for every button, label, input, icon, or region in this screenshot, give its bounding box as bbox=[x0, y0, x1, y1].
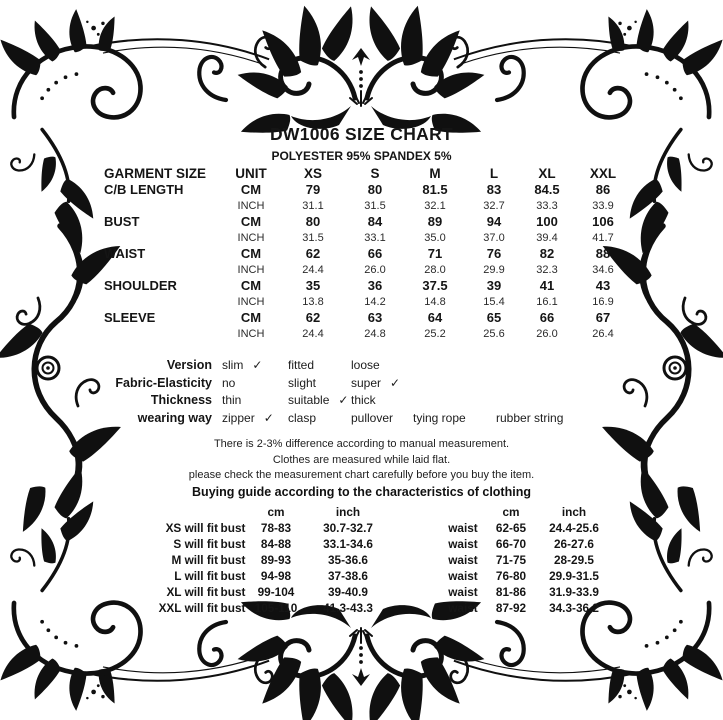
fit-label: XL will fit bbox=[166, 585, 218, 599]
size-table-header bbox=[100, 166, 640, 182]
cell: inch bbox=[335, 505, 361, 519]
cell: inch bbox=[561, 505, 587, 519]
cell: 89-93 bbox=[260, 553, 292, 567]
cell: 84.5 bbox=[534, 182, 560, 197]
option-text: super bbox=[351, 375, 382, 390]
buying-guide-row bbox=[100, 520, 640, 536]
cell: 94 bbox=[486, 214, 502, 229]
size-row-cm bbox=[100, 214, 640, 230]
cell: 99-104 bbox=[257, 585, 295, 599]
cell: CM bbox=[240, 214, 262, 229]
option-text: slight bbox=[288, 375, 317, 390]
size-table bbox=[100, 166, 640, 342]
attribute-label: Thickness bbox=[150, 393, 212, 407]
cell: 32.3 bbox=[536, 264, 558, 276]
cell: M bbox=[429, 166, 441, 181]
cell: waist bbox=[448, 569, 478, 583]
cell: 63 bbox=[367, 310, 383, 325]
size-row-inch bbox=[100, 230, 640, 246]
checkmark-icon: ✓ bbox=[252, 358, 263, 372]
cell: 67 bbox=[595, 310, 611, 325]
cell: 39.4 bbox=[536, 232, 558, 244]
row-label: SLEEVE bbox=[104, 310, 156, 325]
option-text: thick bbox=[351, 393, 376, 407]
cell: 65 bbox=[486, 310, 502, 325]
size-row-cm bbox=[100, 246, 640, 262]
cell: 24.4 bbox=[302, 264, 324, 276]
cell: 14.8 bbox=[424, 296, 446, 308]
attribute-option bbox=[351, 357, 413, 375]
cell: waist bbox=[448, 601, 478, 615]
attribute-row bbox=[0, 375, 723, 393]
cell bbox=[392, 520, 440, 536]
cell: 83 bbox=[486, 182, 502, 197]
cell: 33.9 bbox=[592, 200, 614, 212]
option-text: loose bbox=[351, 358, 380, 372]
attribute-option bbox=[288, 375, 351, 393]
cell: XL bbox=[538, 166, 556, 181]
cell: 62 bbox=[305, 246, 321, 261]
cell bbox=[392, 600, 440, 616]
cell bbox=[440, 504, 486, 520]
cell: 35.0 bbox=[424, 232, 446, 244]
cell: 26-27.6 bbox=[553, 537, 594, 551]
cell: 32.7 bbox=[483, 200, 505, 212]
cell bbox=[392, 536, 440, 552]
cell: 39-40.9 bbox=[327, 585, 368, 599]
size-row-cm bbox=[100, 182, 640, 198]
option-text: pullover bbox=[351, 410, 394, 425]
buying-guide-header bbox=[100, 504, 640, 520]
option-text: no bbox=[222, 375, 236, 390]
attribute-option bbox=[288, 357, 351, 375]
cell: 94-98 bbox=[260, 569, 292, 583]
cell: 34.3-36.2 bbox=[549, 601, 599, 615]
size-row-inch bbox=[100, 326, 640, 342]
attribute-label: Version bbox=[166, 358, 212, 372]
cell: S bbox=[370, 166, 380, 181]
cell: 81.5 bbox=[422, 182, 448, 197]
cell: L bbox=[489, 166, 499, 181]
cell: 16.1 bbox=[536, 296, 558, 308]
fit-label: L will fit bbox=[174, 569, 218, 583]
cell bbox=[218, 504, 248, 520]
size-row-cm bbox=[100, 310, 640, 326]
cell: 25.2 bbox=[424, 328, 446, 340]
cell bbox=[392, 568, 440, 584]
cell: 80 bbox=[305, 214, 321, 229]
cell: 35 bbox=[305, 278, 321, 293]
option-text: clasp bbox=[288, 410, 317, 425]
cell: 41 bbox=[539, 278, 555, 293]
size-row-inch bbox=[100, 294, 640, 310]
cell: 33.1 bbox=[364, 232, 386, 244]
attribute-option bbox=[222, 410, 288, 428]
attribute-option bbox=[288, 392, 351, 410]
option-text: fitted bbox=[288, 358, 315, 372]
cell: 28-29.5 bbox=[553, 553, 594, 567]
cell: 35-36.6 bbox=[327, 553, 368, 567]
cell: 15.4 bbox=[483, 296, 505, 308]
fit-label: M will fit bbox=[171, 553, 218, 567]
notes bbox=[0, 437, 723, 501]
cell: 33.3 bbox=[536, 200, 558, 212]
cell: CM bbox=[240, 278, 262, 293]
buying-guide-table bbox=[100, 504, 640, 616]
cell: 66-70 bbox=[495, 537, 527, 551]
row-label: WAIST bbox=[104, 246, 146, 261]
cell: 71 bbox=[427, 246, 443, 261]
page-title: DW1006 SIZE CHART bbox=[269, 124, 454, 144]
cell: 25.6 bbox=[483, 328, 505, 340]
cell: 76 bbox=[486, 246, 502, 261]
attributes-table bbox=[0, 357, 723, 427]
cell: 41.3-43.3 bbox=[323, 601, 373, 615]
checkmark-icon: ✓ bbox=[338, 393, 349, 407]
cell bbox=[392, 504, 440, 520]
attribute-option bbox=[222, 375, 288, 393]
cell: 43 bbox=[595, 278, 611, 293]
note-line: please check the measurement chart carefully before you buy the item. bbox=[188, 469, 535, 481]
buying-guide-row bbox=[100, 600, 640, 616]
cell: INCH bbox=[237, 296, 265, 308]
cell: INCH bbox=[237, 200, 265, 212]
cell: UNIT bbox=[235, 166, 267, 181]
size-row-cm bbox=[100, 278, 640, 294]
cell: INCH bbox=[237, 264, 265, 276]
cell: bust bbox=[220, 553, 246, 567]
cell: CM bbox=[240, 246, 262, 261]
cell: 84 bbox=[367, 214, 383, 229]
fit-label: S will fit bbox=[173, 537, 218, 551]
cell: INCH bbox=[237, 232, 265, 244]
cell: CM bbox=[240, 310, 262, 325]
buying-guide-heading: Buying guide according to the characteristics of clothing bbox=[192, 484, 531, 499]
cell: 71-75 bbox=[495, 553, 527, 567]
cell: 89 bbox=[427, 214, 443, 229]
row-label: BUST bbox=[104, 214, 140, 229]
checkmark-icon: ✓ bbox=[263, 410, 274, 425]
cell: 29.9 bbox=[483, 264, 505, 276]
cell: 76-80 bbox=[495, 569, 527, 583]
cell: 62-65 bbox=[495, 521, 527, 535]
option-text: suitable bbox=[288, 393, 330, 407]
attribute-option bbox=[351, 410, 413, 428]
cell: 26.0 bbox=[536, 328, 558, 340]
cell: bust bbox=[220, 585, 246, 599]
checkmark-icon: ✓ bbox=[390, 375, 401, 390]
cell: 84-88 bbox=[260, 537, 292, 551]
cell: 62 bbox=[305, 310, 321, 325]
cell: 30.7-32.7 bbox=[323, 521, 373, 535]
cell: 13.8 bbox=[302, 296, 324, 308]
buying-guide-row bbox=[100, 584, 640, 600]
note-line: Clothes are measured while laid flat. bbox=[272, 453, 451, 466]
cell: CM bbox=[240, 182, 262, 197]
cell: INCH bbox=[237, 328, 265, 340]
cell: 86 bbox=[595, 182, 611, 197]
cell: 39 bbox=[486, 278, 502, 293]
cell bbox=[392, 584, 440, 600]
attribute-option bbox=[288, 410, 351, 428]
cell: waist bbox=[448, 553, 478, 567]
attribute-label: wearing way bbox=[137, 410, 212, 425]
option-text: slim bbox=[222, 358, 244, 372]
buying-guide-row bbox=[100, 568, 640, 584]
fit-label: XS will fit bbox=[165, 521, 218, 535]
cell: 31.5 bbox=[364, 200, 386, 212]
cell: XS bbox=[303, 166, 322, 181]
attribute-option bbox=[222, 357, 288, 375]
cell: 41.7 bbox=[592, 232, 614, 244]
note-line: There is 2-3% difference according to manual measurement. bbox=[213, 438, 510, 450]
option-text: thin bbox=[222, 393, 242, 407]
cell: bust bbox=[220, 569, 246, 583]
cell: 82 bbox=[539, 246, 555, 261]
cell: bust bbox=[220, 601, 246, 615]
cell: 81-86 bbox=[495, 585, 527, 599]
buying-guide-row bbox=[100, 552, 640, 568]
fabric-composition: POLYESTER 95% SPANDEX 5% bbox=[271, 149, 452, 163]
cell: 32.1 bbox=[424, 200, 446, 212]
cell: 26.4 bbox=[592, 328, 614, 340]
cell: 78-83 bbox=[260, 521, 292, 535]
cell: 80 bbox=[367, 182, 383, 197]
attribute-row bbox=[0, 392, 723, 410]
cell: 37-38.6 bbox=[327, 569, 368, 583]
row-label: GARMENT SIZE bbox=[104, 166, 207, 181]
row-label: C/B LENGTH bbox=[104, 182, 184, 197]
cell: 34.6 bbox=[592, 264, 614, 276]
cell: bust bbox=[220, 537, 246, 551]
cell: cm bbox=[267, 505, 285, 519]
row-label: SHOULDER bbox=[104, 278, 177, 293]
cell: 26.0 bbox=[364, 264, 386, 276]
attribute-option bbox=[351, 375, 413, 393]
cell bbox=[392, 552, 440, 568]
cell: 79 bbox=[305, 182, 321, 197]
attribute-option bbox=[413, 410, 496, 428]
cell: 66 bbox=[367, 246, 383, 261]
cell: 66 bbox=[539, 310, 555, 325]
fit-label: XXL will fit bbox=[158, 601, 218, 615]
cell: 33.1-34.6 bbox=[323, 537, 373, 551]
cell: 37.5 bbox=[422, 278, 448, 293]
cell: 29.9-31.5 bbox=[549, 569, 599, 583]
cell: 37.0 bbox=[483, 232, 505, 244]
cell: waist bbox=[448, 537, 478, 551]
cell: 24.8 bbox=[364, 328, 386, 340]
attribute-row bbox=[0, 357, 723, 375]
cell: 106 bbox=[592, 214, 614, 229]
cell: 31.9-33.9 bbox=[549, 585, 599, 599]
attribute-row bbox=[0, 410, 723, 428]
size-row-inch bbox=[100, 198, 640, 214]
cell: 36 bbox=[367, 278, 383, 293]
attribute-option bbox=[222, 392, 288, 410]
attribute-label: Fabric-Elasticity bbox=[115, 375, 212, 390]
cell: 24.4 bbox=[302, 328, 324, 340]
cell: 31.1 bbox=[302, 200, 324, 212]
cell: XXL bbox=[589, 166, 617, 181]
cell: 88 bbox=[595, 246, 611, 261]
cell: 16.9 bbox=[592, 296, 614, 308]
attribute-option bbox=[496, 410, 563, 428]
cell: 24.4-25.6 bbox=[549, 521, 599, 535]
option-text: rubber string bbox=[496, 410, 564, 425]
cell: cm bbox=[502, 505, 520, 519]
cell: 14.2 bbox=[364, 296, 386, 308]
option-text: tying rope bbox=[413, 410, 466, 425]
cell: 87-92 bbox=[495, 601, 527, 615]
option-text: zipper bbox=[222, 410, 255, 425]
cell: waist bbox=[448, 521, 478, 535]
cell: 31.5 bbox=[302, 232, 324, 244]
cell: 105-110 bbox=[254, 601, 298, 615]
cell: 64 bbox=[427, 310, 443, 325]
attribute-option bbox=[351, 392, 413, 410]
cell: bust bbox=[220, 521, 246, 535]
fit-label bbox=[100, 504, 218, 520]
cell: waist bbox=[448, 585, 478, 599]
size-row-inch bbox=[100, 262, 640, 278]
buying-guide-row bbox=[100, 536, 640, 552]
cell: 100 bbox=[536, 214, 558, 229]
cell: 28.0 bbox=[424, 264, 446, 276]
